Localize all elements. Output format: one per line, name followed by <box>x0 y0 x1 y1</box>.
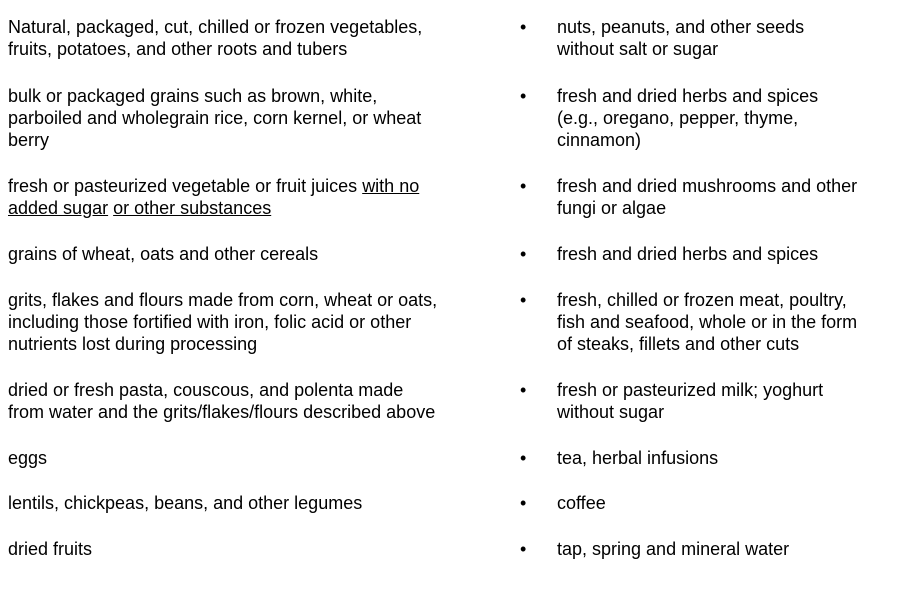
item-text <box>557 16 804 60</box>
item-line: fish and seafood, whole or in the form <box>557 312 858 332</box>
item-line: including those fortified with iron, folic acid or other <box>8 312 412 332</box>
item-line <box>8 175 419 197</box>
bullet-icon: • <box>520 539 527 559</box>
bullet-icon: • <box>520 17 527 37</box>
item-line: without sugar <box>557 402 665 422</box>
list-item <box>8 175 419 219</box>
underlined-text: with no <box>362 176 420 196</box>
item-line: fresh or pasteurized milk; yoghurt <box>557 380 824 400</box>
item-line: fresh and dried herbs and spices <box>557 86 819 106</box>
item-line <box>8 197 419 219</box>
item-line: cinnamon) <box>557 130 642 150</box>
item-line: fresh and dried mushrooms and other <box>557 176 858 196</box>
bullet-icon: • <box>520 176 527 196</box>
item-text <box>557 538 789 560</box>
bullet-icon: • <box>520 244 527 264</box>
item-line: fresh and dried herbs and spices <box>557 244 819 264</box>
item-line: Natural, packaged, cut, chilled or frozen vegetables, <box>8 17 423 37</box>
bullet-icon: • <box>520 493 527 513</box>
item-text <box>557 85 818 151</box>
item-line: without salt or sugar <box>557 39 719 59</box>
list-item <box>8 16 422 60</box>
item-line: nuts, peanuts, and other seeds <box>557 17 805 37</box>
list-item <box>8 492 362 514</box>
item-line: grits, flakes and flours made from corn, wheat or oats, <box>8 290 438 310</box>
item-text <box>557 175 857 219</box>
item-line: from water and the grits/flakes/flours described above <box>8 402 436 422</box>
list-item <box>8 85 421 151</box>
item-line: eggs <box>8 448 48 468</box>
item-line: fungi or algae <box>557 198 667 218</box>
bullet-icon: • <box>520 448 527 468</box>
item-text <box>557 379 823 423</box>
list-item <box>8 379 435 423</box>
item-line: fruits, potatoes, and other roots and tubers <box>8 39 348 59</box>
list-item <box>8 538 92 560</box>
bullet-icon: • <box>520 86 527 106</box>
item-line: nutrients lost during processing <box>8 334 258 354</box>
item-line: parboiled and wholegrain rice, corn kernel, or wheat <box>8 108 422 128</box>
item-line: grains of wheat, oats and other cereals <box>8 244 319 264</box>
bullet-icon: • <box>520 380 527 400</box>
item-text <box>557 289 857 355</box>
item-line: of steaks, fillets and other cuts <box>557 334 800 354</box>
item-line: tea, herbal infusions <box>557 448 719 468</box>
item-line: berry <box>8 130 50 150</box>
underlined-text: or other substances <box>113 198 272 218</box>
item-text <box>557 243 818 265</box>
list-item <box>8 243 318 265</box>
item-text <box>557 492 606 514</box>
bullet-icon: • <box>520 290 527 310</box>
item-line: tap, spring and mineral water <box>557 539 790 559</box>
item-line: lentils, chickpeas, beans, and other legumes <box>8 493 363 513</box>
item-line: dried fruits <box>8 539 93 559</box>
item-line: coffee <box>557 493 606 513</box>
list-item <box>8 289 437 355</box>
item-line: dried or fresh pasta, couscous, and polenta made <box>8 380 404 400</box>
list-item <box>8 447 47 469</box>
item-text <box>557 447 718 469</box>
underlined-text: added sugar <box>8 198 109 218</box>
item-line: (e.g., oregano, pepper, thyme, <box>557 108 799 128</box>
item-text: fresh or pasteurized vegetable or fruit juices <box>8 176 363 196</box>
item-line: fresh, chilled or frozen meat, poultry, <box>557 290 847 310</box>
item-line: bulk or packaged grains such as brown, white, <box>8 86 378 106</box>
